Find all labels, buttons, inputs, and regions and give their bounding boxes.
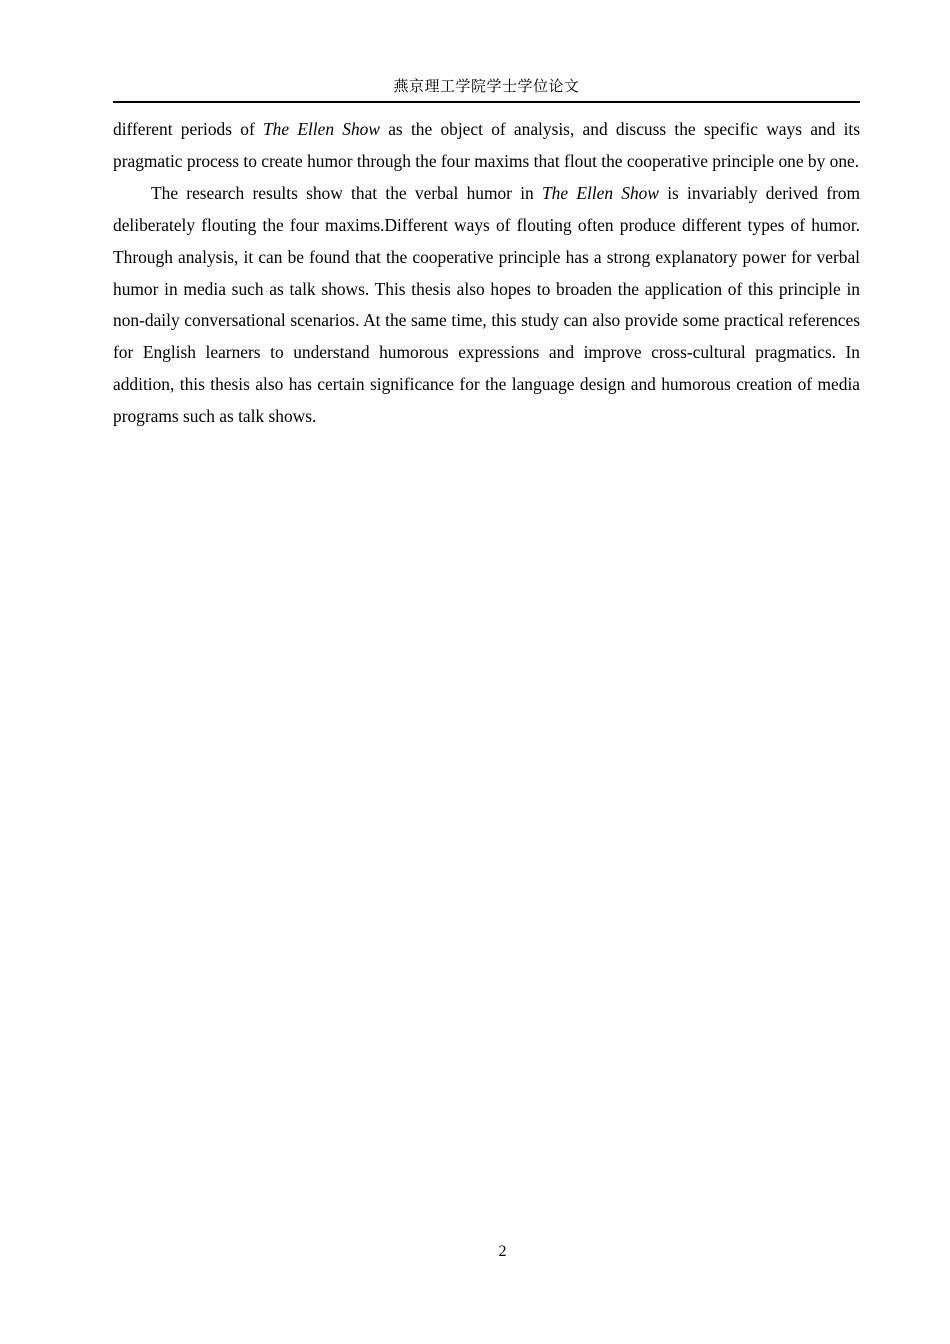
paragraph-text: is invariably derived from deliberately flouting the four maxims.Different ways of flouting often produce different types of humor. Through analysis, it can be found that the cooperative principle has a strong explanatory power for verbal humor in media such as talk shows. This thesis also hopes to broaden the application of this principle in non-daily conversational scenarios. At the same time, this study can also provide some practical references for English learners to understand humorous expressions and improve cross-cultural pragmatics. In addition, this thesis also has certain significance for the language design and humorous creation of media programs such as talk shows.	[113, 182, 861, 427]
paragraph-text: as the object of analysis, and discuss the specific ways and its pragmatic process to create humor through the four maxims that flout the cooperative principle one by one.	[113, 119, 861, 171]
body-text	[113, 114, 860, 433]
paragraph-continuation	[113, 114, 860, 178]
paragraph-text: different periods of	[113, 119, 263, 139]
page-number: 2	[498, 1243, 507, 1260]
page-header	[113, 74, 860, 103]
show-title: The Ellen Show	[542, 182, 659, 203]
header-title: 燕京理工学院学士学位论文	[393, 77, 580, 95]
show-title: The Ellen Show	[262, 119, 380, 139]
paragraph-text: The research results show that the verbal humor in	[151, 182, 542, 203]
paragraph-results	[113, 178, 860, 433]
